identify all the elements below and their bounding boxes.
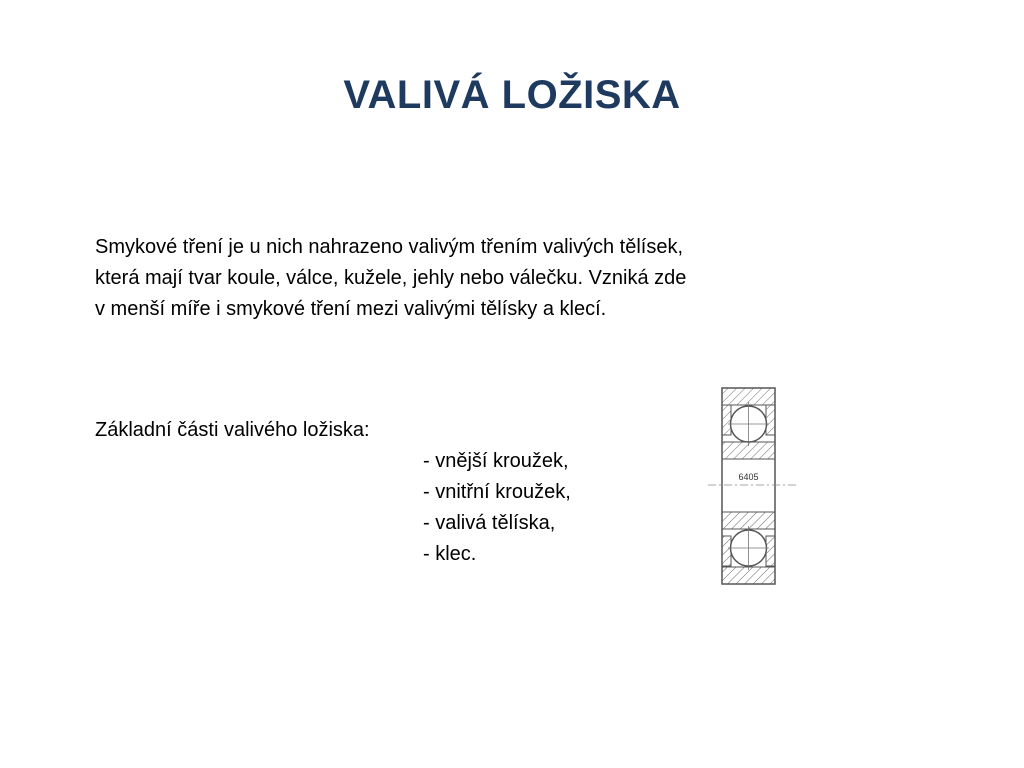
intro-line-3: v menší míře i smykové tření mezi valivými tělísky a klecí.: [95, 298, 607, 320]
parts-heading: Základní části valivého ložiska:: [95, 419, 370, 441]
inner-ring-top: [722, 442, 775, 459]
intro-paragraph: [95, 232, 895, 325]
parts-list: [423, 446, 571, 570]
slide-title: VALIVÁ LOŽISKA: [343, 73, 681, 117]
list-item: - klec.: [423, 543, 477, 565]
list-item: - valivá tělíska,: [423, 512, 556, 534]
list-item: - vnitřní kroužek,: [423, 481, 571, 503]
intro-line-2: která mají tvar koule, válce, kužele, jehly nebo válečku. Vzniká zde: [95, 267, 687, 289]
list-item: - vnější kroužek,: [423, 450, 569, 472]
outer-ring-bottom: [722, 567, 775, 584]
bearing-drawing: [708, 374, 796, 592]
intro-line-1: Smykové tření je u nich nahrazeno valivým třením valivých tělísek,: [95, 236, 684, 258]
bearing-designation: 6405: [738, 472, 759, 482]
